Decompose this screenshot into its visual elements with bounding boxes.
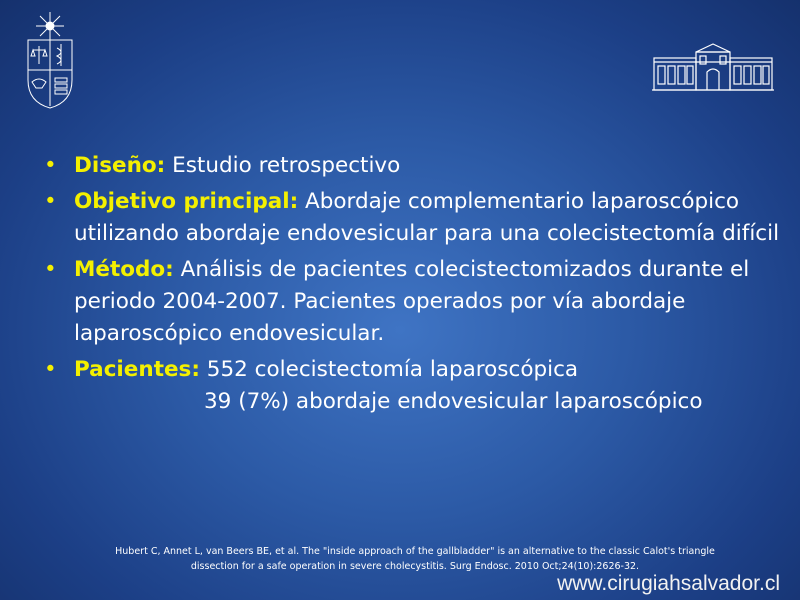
bullet-label: Diseño: <box>74 153 166 178</box>
bullet-text: Estudio retrospectivo <box>165 153 401 178</box>
bullet-marker: • <box>44 153 57 178</box>
reference-line-2: dissection for a safe operation in severe cholecystitis. Surg Endosc. 2010 Oct;24(10):2626-32. <box>190 561 640 572</box>
reference-line-1: Hubert C, Annet L, van Beers BE, et al. The "inside approach of the gallbladder" is an alternative to the classic Calot's triangle <box>115 546 715 557</box>
bullet-text: Análisis de pacientes colecistectomizados durante el periodo 2004-2007. Pacientes operados por vía abordaje laparoscópico endovesicular. <box>74 257 750 346</box>
bullet-label: Pacientes: <box>74 357 200 382</box>
bullet-marker: • <box>44 189 57 214</box>
bullet-objetivo <box>40 186 785 250</box>
bullet-text: 552 colecistectomía laparoscópica <box>199 357 579 382</box>
website-url: www.cirugiahsalvador.cl <box>557 572 780 595</box>
slide-content <box>40 150 785 418</box>
bullet-diseno <box>40 150 785 182</box>
pacientes-continuation: 39 (7%) abordaje endovesicular laparoscópico <box>204 389 703 414</box>
bullet-label: Objetivo principal: <box>74 189 299 214</box>
bullet-marker: • <box>44 257 57 282</box>
bullet-text: Abordaje complementario laparoscópico utilizando abordaje endovesicular para una colecistectomía difícil <box>74 189 780 246</box>
building-facade-icon <box>652 42 774 92</box>
bullet-pacientes <box>40 354 785 386</box>
reference-citation <box>70 544 760 574</box>
bullet-marker: • <box>44 357 57 382</box>
bullet-metodo <box>40 254 785 350</box>
bullet-label: Método: <box>74 257 174 282</box>
university-crest-icon <box>22 10 78 110</box>
